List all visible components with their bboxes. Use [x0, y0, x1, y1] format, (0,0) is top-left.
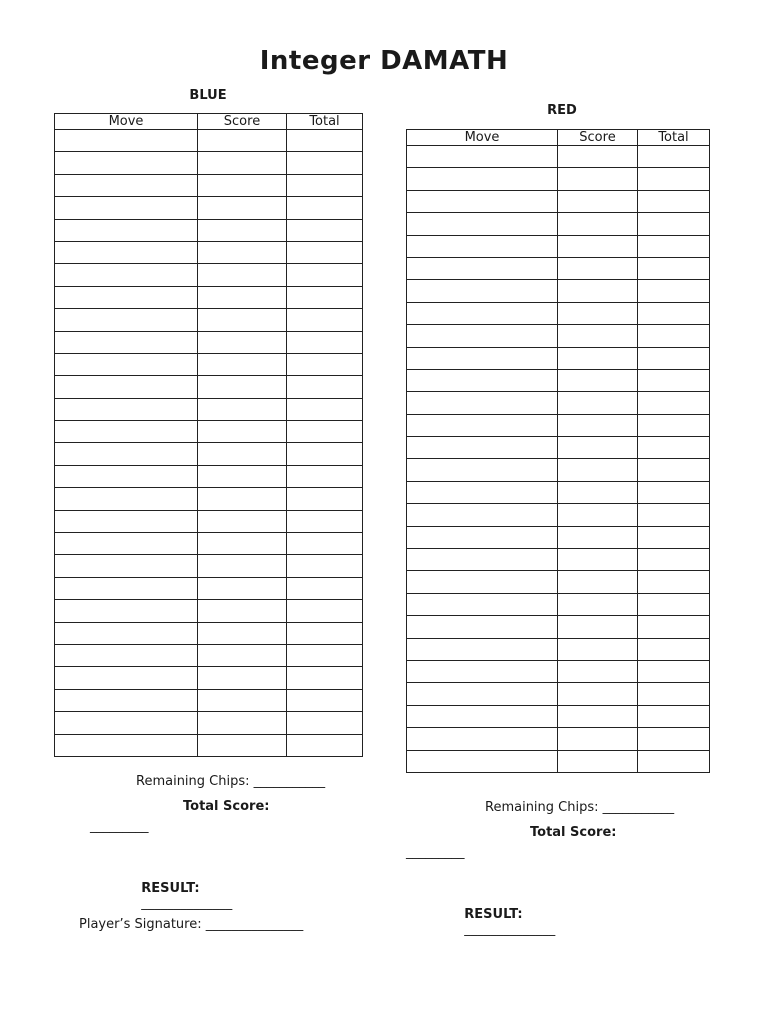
blue-table-row	[55, 689, 363, 711]
red-table-row	[407, 369, 710, 391]
red-move-cell[interactable]	[407, 302, 558, 324]
red-move-cell[interactable]	[407, 213, 558, 235]
red-total-cell[interactable]	[638, 190, 710, 212]
blue-header-move: Move	[55, 114, 198, 130]
red-move-cell[interactable]	[407, 437, 558, 459]
blue-total-cell[interactable]	[287, 421, 363, 443]
red-move-cell[interactable]	[407, 347, 558, 369]
red-score-cell[interactable]	[558, 683, 638, 705]
red-move-cell[interactable]	[407, 660, 558, 682]
blue-table-row	[55, 376, 363, 398]
blue-score-cell[interactable]	[198, 241, 287, 263]
red-table-row	[407, 616, 710, 638]
red-header-score: Score	[558, 130, 638, 146]
blue-player-signature[interactable]: Player’s Signature: _______________	[79, 917, 304, 932]
blue-table-row	[55, 533, 363, 555]
blue-total-cell[interactable]	[287, 174, 363, 196]
blue-score-cell[interactable]	[198, 712, 287, 734]
red-total-cell[interactable]	[638, 571, 710, 593]
red-score-cell[interactable]	[558, 190, 638, 212]
blue-table-row	[55, 622, 363, 644]
blue-table-row	[55, 712, 363, 734]
blue-score-cell[interactable]	[198, 667, 287, 689]
blue-score-table	[54, 113, 363, 757]
red-score-cell[interactable]	[558, 593, 638, 615]
blue-total-cell[interactable]	[287, 443, 363, 465]
blue-remaining-chips[interactable]: Remaining Chips: ___________	[136, 774, 326, 789]
red-total-cell[interactable]	[638, 235, 710, 257]
red-total-cell[interactable]	[638, 392, 710, 414]
blue-table-row	[55, 421, 363, 443]
red-move-cell[interactable]	[407, 705, 558, 727]
red-move-cell[interactable]	[407, 325, 558, 347]
blue-total-cell[interactable]	[287, 465, 363, 487]
red-total-cell[interactable]	[638, 168, 710, 190]
red-move-cell[interactable]	[407, 392, 558, 414]
red-score-cell[interactable]	[558, 235, 638, 257]
red-table-row	[407, 437, 710, 459]
blue-total-cell[interactable]	[287, 376, 363, 398]
red-table-row	[407, 526, 710, 548]
red-table-row	[407, 257, 710, 279]
red-score-cell[interactable]	[558, 660, 638, 682]
blue-score-cell[interactable]	[198, 376, 287, 398]
red-table-row	[407, 235, 710, 257]
red-score-cell[interactable]	[558, 302, 638, 324]
red-move-cell[interactable]	[407, 526, 558, 548]
blue-score-cell[interactable]	[198, 309, 287, 331]
blue-total-cell[interactable]	[287, 241, 363, 263]
blue-header-total: Total	[287, 114, 363, 130]
blue-score-cell[interactable]	[198, 510, 287, 532]
blue-move-cell[interactable]	[55, 644, 198, 666]
red-total-cell[interactable]	[638, 459, 710, 481]
red-result	[456, 892, 555, 937]
red-table-row	[407, 504, 710, 526]
blue-table-row	[55, 197, 363, 219]
blue-move-cell[interactable]	[55, 734, 198, 756]
red-move-cell[interactable]	[407, 549, 558, 571]
red-move-cell[interactable]	[407, 683, 558, 705]
blue-move-cell[interactable]	[55, 488, 198, 510]
blue-result-blank[interactable]: ______________	[141, 896, 233, 911]
blue-move-cell[interactable]	[55, 689, 198, 711]
blue-total-cell[interactable]	[287, 712, 363, 734]
blue-total-cell[interactable]	[287, 286, 363, 308]
blue-total-cell[interactable]	[287, 577, 363, 599]
red-total-cell[interactable]	[638, 414, 710, 436]
red-move-cell[interactable]	[407, 571, 558, 593]
blue-score-cell[interactable]	[198, 219, 287, 241]
blue-move-cell[interactable]	[55, 376, 198, 398]
red-remaining-chips[interactable]: Remaining Chips: ___________	[485, 800, 675, 815]
blue-total-cell[interactable]	[287, 600, 363, 622]
blue-total-cell[interactable]	[287, 510, 363, 532]
blue-label: BLUE	[189, 88, 227, 103]
red-total-cell[interactable]	[638, 705, 710, 727]
blue-score-cell[interactable]	[198, 152, 287, 174]
red-total-cell[interactable]	[638, 437, 710, 459]
red-table-row	[407, 347, 710, 369]
red-score-cell[interactable]	[558, 705, 638, 727]
blue-move-cell[interactable]	[55, 331, 198, 353]
blue-table-row	[55, 488, 363, 510]
blue-table-row	[55, 241, 363, 263]
red-result-label: RESULT:	[464, 907, 523, 922]
red-header-total: Total	[638, 130, 710, 146]
red-score-cell[interactable]	[558, 325, 638, 347]
blue-table-row	[55, 443, 363, 465]
blue-total-cell[interactable]	[287, 398, 363, 420]
red-score-cell[interactable]	[558, 257, 638, 279]
blue-move-cell[interactable]	[55, 510, 198, 532]
blue-score-cell[interactable]	[198, 644, 287, 666]
blue-table-row	[55, 152, 363, 174]
blue-score-cell[interactable]	[198, 555, 287, 577]
page-title: Integer DAMATH	[259, 46, 509, 76]
blue-score-cell[interactable]	[198, 130, 287, 152]
red-total-cell[interactable]	[638, 616, 710, 638]
red-move-cell[interactable]	[407, 190, 558, 212]
red-total-cell[interactable]	[638, 504, 710, 526]
blue-table-body	[55, 130, 363, 757]
red-score-cell[interactable]	[558, 750, 638, 772]
red-total-cell[interactable]	[638, 660, 710, 682]
red-total-cell[interactable]	[638, 302, 710, 324]
blue-score-cell[interactable]	[198, 734, 287, 756]
red-score-cell[interactable]	[558, 414, 638, 436]
red-table-row	[407, 280, 710, 302]
red-table-row	[407, 571, 710, 593]
blue-score-cell[interactable]	[198, 600, 287, 622]
red-table-row	[407, 168, 710, 190]
red-total-cell[interactable]	[638, 526, 710, 548]
blue-table-row	[55, 667, 363, 689]
red-total-cell[interactable]	[638, 481, 710, 503]
blue-total-cell[interactable]	[287, 264, 363, 286]
blue-score-cell[interactable]	[198, 331, 287, 353]
blue-table-row	[55, 286, 363, 308]
blue-score-cell[interactable]	[198, 197, 287, 219]
blue-score-cell[interactable]	[198, 488, 287, 510]
red-move-cell[interactable]	[407, 481, 558, 503]
red-total-score-blank[interactable]: _________	[406, 845, 465, 860]
blue-move-cell[interactable]	[55, 264, 198, 286]
red-header-move: Move	[407, 130, 558, 146]
blue-move-cell[interactable]	[55, 353, 198, 375]
red-score-cell[interactable]	[558, 526, 638, 548]
red-score-cell[interactable]	[558, 728, 638, 750]
blue-score-cell[interactable]	[198, 264, 287, 286]
red-table-row	[407, 705, 710, 727]
blue-score-cell[interactable]	[198, 443, 287, 465]
red-score-cell[interactable]	[558, 213, 638, 235]
red-table-body	[407, 146, 710, 773]
blue-move-cell[interactable]	[55, 577, 198, 599]
blue-result	[133, 866, 232, 911]
blue-move-cell[interactable]	[55, 421, 198, 443]
red-score-cell[interactable]	[558, 616, 638, 638]
blue-total-cell[interactable]	[287, 309, 363, 331]
blue-table-row	[55, 510, 363, 532]
red-score-cell[interactable]	[558, 369, 638, 391]
red-score-cell[interactable]	[558, 146, 638, 168]
blue-move-cell[interactable]	[55, 219, 198, 241]
red-table-row	[407, 728, 710, 750]
blue-score-cell[interactable]	[198, 174, 287, 196]
blue-score-cell[interactable]	[198, 398, 287, 420]
red-move-cell[interactable]	[407, 616, 558, 638]
red-move-cell[interactable]	[407, 750, 558, 772]
blue-total-score-blank[interactable]: _________	[90, 819, 149, 834]
blue-table-row	[55, 644, 363, 666]
red-move-cell[interactable]	[407, 146, 558, 168]
blue-total-cell[interactable]	[287, 533, 363, 555]
red-score-cell[interactable]	[558, 638, 638, 660]
red-move-cell[interactable]	[407, 593, 558, 615]
red-move-cell[interactable]	[407, 414, 558, 436]
blue-total-cell[interactable]	[287, 667, 363, 689]
red-score-cell[interactable]	[558, 437, 638, 459]
red-move-cell[interactable]	[407, 459, 558, 481]
blue-move-cell[interactable]	[55, 241, 198, 263]
blue-move-cell[interactable]	[55, 533, 198, 555]
red-move-cell[interactable]	[407, 728, 558, 750]
blue-header-score: Score	[198, 114, 287, 130]
red-table-row	[407, 146, 710, 168]
blue-table-row	[55, 331, 363, 353]
blue-move-cell[interactable]	[55, 152, 198, 174]
red-total-cell[interactable]	[638, 369, 710, 391]
blue-move-cell[interactable]	[55, 130, 198, 152]
red-table-row	[407, 750, 710, 772]
red-score-cell[interactable]	[558, 571, 638, 593]
red-move-cell[interactable]	[407, 504, 558, 526]
blue-move-cell[interactable]	[55, 309, 198, 331]
red-move-cell[interactable]	[407, 168, 558, 190]
red-total-cell[interactable]	[638, 146, 710, 168]
red-table-row	[407, 593, 710, 615]
red-total-cell[interactable]	[638, 638, 710, 660]
red-table-row	[407, 392, 710, 414]
red-table-row	[407, 683, 710, 705]
blue-total-cell[interactable]	[287, 689, 363, 711]
red-score-cell[interactable]	[558, 392, 638, 414]
blue-score-cell[interactable]	[198, 286, 287, 308]
red-score-table	[406, 129, 710, 773]
blue-total-cell[interactable]	[287, 622, 363, 644]
red-total-cell[interactable]	[638, 280, 710, 302]
red-total-score-label: Total Score:	[530, 825, 617, 840]
blue-table-row	[55, 309, 363, 331]
red-table-row	[407, 213, 710, 235]
red-result-blank[interactable]: ______________	[464, 922, 556, 937]
red-table-row	[407, 190, 710, 212]
blue-move-cell[interactable]	[55, 622, 198, 644]
red-table-row	[407, 302, 710, 324]
red-table-row	[407, 481, 710, 503]
blue-score-cell[interactable]	[198, 622, 287, 644]
blue-table-row	[55, 465, 363, 487]
blue-score-cell[interactable]	[198, 689, 287, 711]
blue-total-cell[interactable]	[287, 353, 363, 375]
blue-move-cell[interactable]	[55, 398, 198, 420]
blue-total-cell[interactable]	[287, 644, 363, 666]
red-total-cell[interactable]	[638, 257, 710, 279]
red-table-row	[407, 638, 710, 660]
blue-move-cell[interactable]	[55, 712, 198, 734]
blue-table-row	[55, 398, 363, 420]
red-table-row	[407, 414, 710, 436]
red-table-row	[407, 325, 710, 347]
blue-move-cell[interactable]	[55, 465, 198, 487]
red-total-cell[interactable]	[638, 347, 710, 369]
blue-move-cell[interactable]	[55, 600, 198, 622]
red-table-row	[407, 660, 710, 682]
red-table-row	[407, 459, 710, 481]
blue-move-cell[interactable]	[55, 667, 198, 689]
red-score-cell[interactable]	[558, 168, 638, 190]
blue-table-row	[55, 734, 363, 756]
blue-total-cell[interactable]	[287, 219, 363, 241]
red-score-cell[interactable]	[558, 549, 638, 571]
blue-result-label: RESULT:	[141, 881, 200, 896]
blue-table-row	[55, 219, 363, 241]
blue-total-cell[interactable]	[287, 488, 363, 510]
blue-score-cell[interactable]	[198, 533, 287, 555]
blue-move-cell[interactable]	[55, 286, 198, 308]
red-move-cell[interactable]	[407, 638, 558, 660]
blue-total-score-label: Total Score:	[183, 799, 270, 814]
red-total-cell[interactable]	[638, 549, 710, 571]
red-total-cell[interactable]	[638, 593, 710, 615]
blue-table-row	[55, 600, 363, 622]
blue-total-cell[interactable]	[287, 130, 363, 152]
blue-table-row	[55, 130, 363, 152]
blue-total-cell[interactable]	[287, 555, 363, 577]
red-score-cell[interactable]	[558, 481, 638, 503]
blue-total-cell[interactable]	[287, 197, 363, 219]
red-label: RED	[547, 103, 577, 118]
red-score-cell[interactable]	[558, 347, 638, 369]
blue-score-cell[interactable]	[198, 577, 287, 599]
blue-score-cell[interactable]	[198, 353, 287, 375]
red-total-cell[interactable]	[638, 683, 710, 705]
red-total-cell[interactable]	[638, 750, 710, 772]
red-move-cell[interactable]	[407, 280, 558, 302]
red-move-cell[interactable]	[407, 257, 558, 279]
blue-total-cell[interactable]	[287, 734, 363, 756]
red-move-cell[interactable]	[407, 235, 558, 257]
blue-move-cell[interactable]	[55, 555, 198, 577]
blue-score-cell[interactable]	[198, 421, 287, 443]
blue-move-cell[interactable]	[55, 174, 198, 196]
red-total-cell[interactable]	[638, 325, 710, 347]
red-score-cell[interactable]	[558, 280, 638, 302]
blue-total-cell[interactable]	[287, 152, 363, 174]
red-score-cell[interactable]	[558, 504, 638, 526]
blue-table-row	[55, 174, 363, 196]
blue-table-row	[55, 353, 363, 375]
red-total-cell[interactable]	[638, 213, 710, 235]
blue-total-cell[interactable]	[287, 331, 363, 353]
blue-score-cell[interactable]	[198, 465, 287, 487]
red-total-cell[interactable]	[638, 728, 710, 750]
red-move-cell[interactable]	[407, 369, 558, 391]
blue-table-row	[55, 555, 363, 577]
red-score-cell[interactable]	[558, 459, 638, 481]
blue-move-cell[interactable]	[55, 443, 198, 465]
red-table-row	[407, 549, 710, 571]
blue-table-row	[55, 264, 363, 286]
blue-move-cell[interactable]	[55, 197, 198, 219]
blue-table-row	[55, 577, 363, 599]
